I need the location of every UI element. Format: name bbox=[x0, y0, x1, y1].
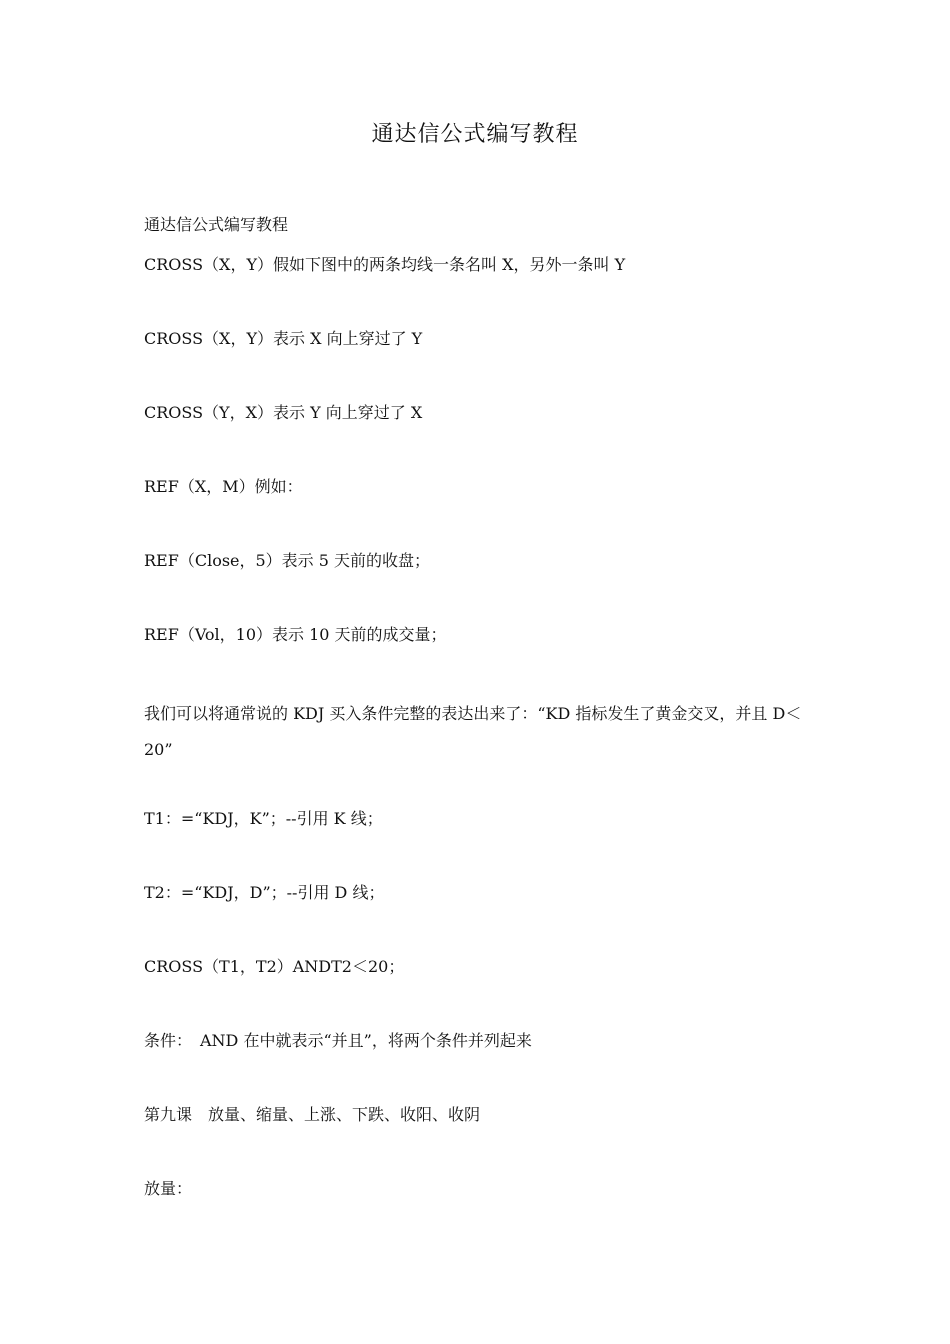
paragraph-cross-t1-t2: CROSS（T1，T2）ANDT2＜20； bbox=[144, 957, 405, 976]
paragraph-subtitle: 通达信公式编写教程 bbox=[144, 215, 289, 234]
document-title: 通达信公式编写教程 bbox=[371, 122, 579, 147]
paragraph-ref-intro: REF（X，M）例如： bbox=[144, 477, 303, 496]
paragraph-lesson-nine: 第九课 放量、缩量、上涨、下跌、收阳、收阴 bbox=[144, 1105, 481, 1124]
paragraph-cross-intro: CROSS（X，Y）假如下图中的两条均线一条名叫 X，另外一条叫 Y bbox=[144, 255, 626, 274]
paragraph-volume-increase: 放量： bbox=[144, 1179, 193, 1198]
paragraph-ref-close: REF（Close，5）表示 5 天前的收盘； bbox=[144, 551, 431, 570]
paragraph-t2: T2：=“KDJ，D”；--引用 D 线； bbox=[144, 883, 385, 902]
document-body bbox=[144, 212, 812, 1202]
paragraph-t1: T1：=“KDJ，K”；--引用 K 线； bbox=[144, 809, 383, 828]
paragraph-cross-xy: CROSS（X，Y）表示 X 向上穿过了 Y bbox=[144, 329, 423, 348]
paragraph-cross-yx: CROSS（Y，X）表示 Y 向上穿过了 X bbox=[144, 403, 423, 422]
paragraph-and-condition: 条件： AND 在中就表示“并且”，将两个条件并列起来 bbox=[144, 1031, 532, 1050]
paragraph-ref-vol: REF（Vol，10）表示 10 天前的成交量； bbox=[144, 625, 447, 644]
paragraph-kdj-condition: 我们可以将通常说的 KDJ 买入条件完整的表达出来了：“KD 指标发生了黄金交叉，并且 D＜20” bbox=[144, 704, 802, 759]
